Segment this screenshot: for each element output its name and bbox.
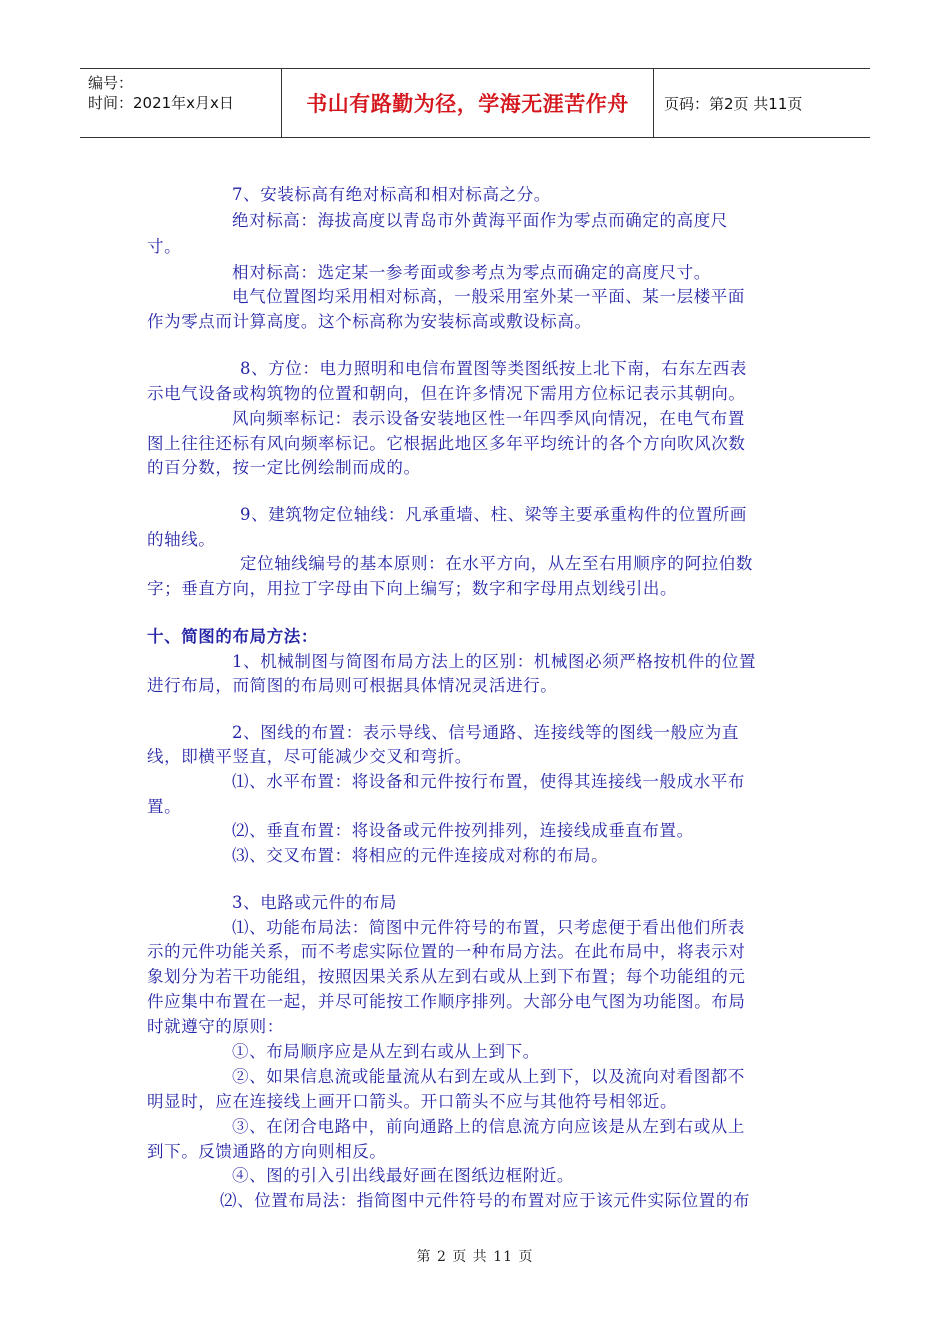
- header-page-info: 页码：第2页 共11页: [664, 94, 803, 113]
- text-line: 到下。反馈通路的方向则相反。: [147, 1142, 387, 1161]
- text-line: 明显时，应在连接线上画开口箭头。开口箭头不应与其他符号相邻近。: [147, 1092, 678, 1111]
- text-line: 电气位置图均采用相对标高，一般采用室外某一平面、某一层楼平面: [232, 287, 745, 306]
- text-line: 字；垂直方向，用拉丁字母由下向上编写；数字和字母用点划线引出。: [147, 579, 678, 598]
- text-line: 时就遵守的原则：: [147, 1017, 284, 1036]
- text-line: 绝对标高：海拔高度以青岛市外黄海平面作为零点而确定的高度尺: [232, 211, 728, 230]
- text-line: 进行布局，而简图的布局则可根据具体情况灵活进行。: [147, 676, 558, 695]
- text-line: ⑶、交叉布置：将相应的元件连接成对称的布局。: [232, 846, 609, 865]
- text-line: 寸。: [147, 237, 182, 256]
- text-line: 作为零点而计算高度。这个标高称为安装标高或敷设标高。: [147, 312, 592, 331]
- text-line: 定位轴线编号的基本原则：在水平方向，从左至右用顺序的阿拉伯数: [240, 554, 753, 573]
- header-motto: 书山有路勤为径，学海无涯苦作舟: [306, 92, 629, 116]
- text-line: 1、机械制图与简图布局方法上的区别：机械图必须严格按机件的位置: [232, 652, 757, 671]
- text-line: 2、图线的布置：表示导线、信号通路、连接线等的图线一般应为直: [232, 723, 739, 742]
- text-line: 置。: [147, 797, 182, 816]
- page-footer: 第 2 页 共 11 页: [416, 1249, 534, 1265]
- text-line: ⑴、水平布置：将设备和元件按行布置，使得其连接线一般成水平布: [232, 772, 745, 791]
- text-line: 9、建筑物定位轴线：凡承重墙、柱、梁等主要承重构件的位置所画: [240, 505, 747, 524]
- text-line: 7、安装标高有绝对标高和相对标高之分。: [232, 185, 551, 204]
- text-line: ⑴、功能布局法：简图中元件符号的布置，只考虑便于看出他们所表: [232, 918, 745, 937]
- text-line: 示电气设备或构筑物的位置和朝向，但在许多情况下需用方位标记表示其朝向。: [147, 384, 746, 403]
- text-line: ④、图的引入引出线最好画在图纸边框附近。: [232, 1166, 574, 1185]
- text-line: 3、电路或元件的布局: [232, 893, 397, 912]
- text-line: 8、方位：电力照明和电信布置图等类图纸按上北下南，右东左西表: [240, 359, 747, 378]
- text-line: ⑵、垂直布置：将设备或元件按列排列，连接线成垂直布置。: [232, 821, 694, 840]
- text-line: 图上往往还标有风向频率标记。它根据此地区多年平均统计的各个方向吹风次数: [147, 434, 746, 453]
- text-line: 线，即横平竖直，尽可能减少交叉和弯折。: [147, 747, 472, 766]
- text-line: 件应集中布置在一起，并尽可能按工作顺序排列。大部分电气图为功能图。布局: [147, 992, 746, 1011]
- document-date: 时间：2021年x月x日: [88, 94, 234, 112]
- text-line: ②、如果信息流或能量流从右到左或从上到下，以及流向对看图都不: [232, 1067, 745, 1086]
- text-line: 风向频率标记：表示设备安装地区性一年四季风向情况，在电气布置: [232, 409, 745, 428]
- text-line: 的百分数，按一定比例绘制而成的。: [147, 458, 421, 477]
- text-line: 相对标高：选定某一参考面或参考点为零点而确定的高度尺寸。: [232, 263, 711, 282]
- document-number-label: 编号：: [88, 74, 134, 92]
- text-line: ⑵、位置布局法：指简图中元件符号的布置对应于该元件实际位置的布: [220, 1191, 751, 1210]
- section-heading: 十、简图的布局方法：: [147, 627, 318, 646]
- text-line: ③、在闭合电路中，前向通路上的信息流方向应该是从左到右或从上: [232, 1117, 745, 1136]
- text-line: 象划分为若干功能组，按照因果关系从左到右或从上到下布置；每个功能组的元: [147, 967, 746, 986]
- text-line: 示的元件功能关系，而不考虑实际位置的一种布局方法。在此布局中，将表示对: [147, 942, 746, 961]
- text-line: ①、布局顺序应是从左到右或从上到下。: [232, 1042, 540, 1061]
- text-line: 的轴线。: [147, 530, 216, 549]
